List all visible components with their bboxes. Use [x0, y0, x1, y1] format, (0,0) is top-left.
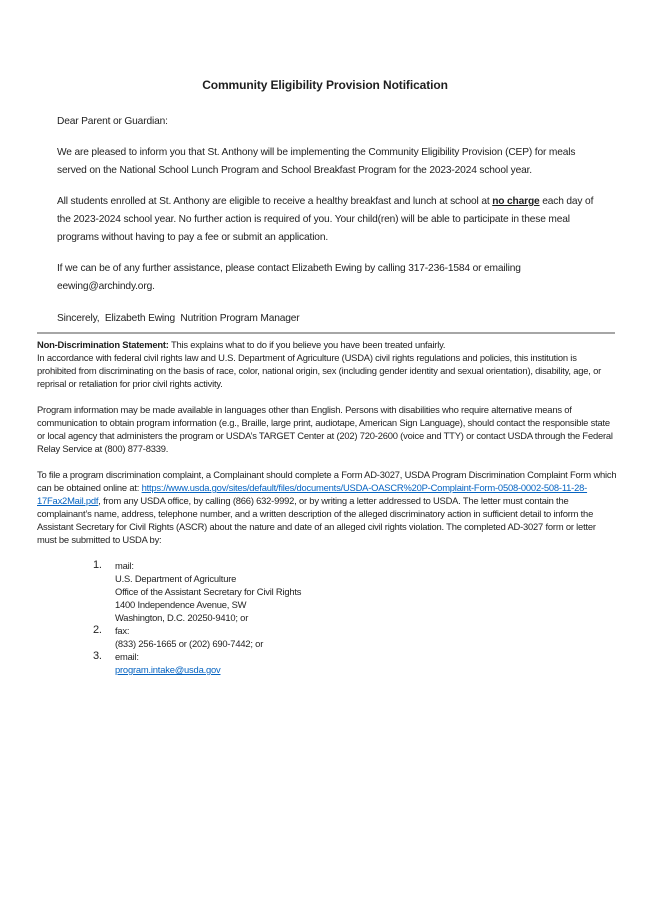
email-label: email:: [115, 651, 139, 662]
salutation: Dear Parent or Guardian:: [57, 116, 168, 127]
list-item-fax-body: [115, 624, 617, 650]
program-intake-email-link[interactable]: program.intake@usda.gov: [115, 664, 221, 675]
complaint-form-link[interactable]: https://www.usda.gov/sites/default/files/documents/USDA-OASCR%20P-Complaint-Form-0508-0002-508-11-28-17Fax2Mail.pdf: [37, 482, 588, 506]
list-item-email-body: [115, 650, 617, 676]
mail-address-line-4: Washington, D.C. 20250-9410; or: [115, 612, 249, 623]
nondiscrimination-heading-tail: This explains what to do if you believe you have been treated unfairly.: [168, 339, 446, 350]
document-page: [0, 78, 650, 919]
no-charge-text-after: each day of the 2023-2024 school year. No further action is required of you. Your child(ren) will be able to participate in these meal programs without having to pay a fee or submit an application.: [57, 196, 594, 243]
signature-line: Sincerely, Elizabeth Ewing Nutrition Program Manager: [57, 313, 300, 324]
list-item-fax: [37, 624, 617, 650]
list-item-email: [37, 650, 617, 676]
nondiscrimination-section: [37, 338, 617, 676]
paragraph-cep-announcement: We are pleased to inform you that St. Anthony will be implementing the Community Eligibility Provision (CEP) for meals served on the National School Lunch Program and School Breakfast Program for the 2023-2024 school year.: [57, 147, 576, 176]
paragraph-contact: If we can be of any further assistance, please contact Elizabeth Ewing by calling 317-236-1584 or emailing eewing@archindy.org.: [57, 263, 521, 292]
list-number-3: 3.: [93, 650, 102, 662]
mail-label: mail:: [115, 560, 134, 571]
list-number-1: 1.: [93, 559, 102, 571]
fax-numbers-line: (833) 256-1665 or (202) 690-7442; or: [115, 638, 264, 649]
mail-address-line-3: 1400 Independence Avenue, SW: [115, 599, 247, 610]
section-divider: [37, 332, 615, 334]
mail-address-line-1: U.S. Department of Agriculture: [115, 573, 237, 584]
list-item-mail-body: [115, 559, 617, 624]
paragraph-program-info: Program information may be made available in languages other than English. Persons with disabilities who require alternative means of communication to obtain program information (e.g., Braille, large print, audiotape, American Sign Language), should contact the responsible state or local agency that administers the program or USDA’s TARGET Center at (202) 720-2600 (voice and TTY) or contact USDA through the Federal Relay Service at (800) 877-8339.: [37, 404, 613, 454]
mail-address-line-2: Office of the Assistant Secretary for Civil Rights: [115, 586, 302, 597]
list-number-2: 2.: [93, 624, 102, 636]
complaint-text-before: To file a program discrimination complaint, a Complainant should complete a Form AD-3027, USDA Program Discrimination Complaint Form which can be obtained online at:: [37, 469, 617, 493]
fax-label: fax:: [115, 625, 130, 636]
complaint-text-after: , from any USDA office, by calling (866) 632-9992, or by writing a letter addressed to USDA. The letter must contain the complainant’s name, address, telephone number, and a written description of the alleged discriminatory action in sufficient detail to inform the Assistant Secretary for Civil Rights (ASCR) about the nature and date of an alleged civil rights violation. The completed AD-3027 form or letter must be submitted to USDA by:: [37, 495, 596, 545]
paragraph-no-charge: [57, 193, 596, 247]
list-item-mail: [37, 559, 617, 624]
no-charge-text-before: All students enrolled at St. Anthony are eligible to receive a healthy breakfast and lunch at school at: [57, 196, 493, 207]
email-link-line: [115, 663, 617, 676]
paragraph-complaint: [37, 468, 617, 546]
paragraph-civil-rights: In accordance with federal civil rights law and U.S. Department of Agriculture (USDA) civil rights regulations and policies, this institution is prohibited from discriminating on the basis of race, color, national origin, sex (including gender identity and sexual orientation), disability, age, or reprisal or retaliation for prior civil rights activity.: [37, 352, 602, 389]
no-charge-emphasis: no charge: [492, 196, 540, 207]
nondiscrimination-statement: [37, 338, 617, 390]
letter-body: [57, 113, 596, 328]
nondiscrimination-heading: Non-Discrimination Statement:: [37, 339, 169, 350]
document-title: Community Eligibility Provision Notification: [202, 78, 448, 92]
submission-methods-list: [37, 559, 617, 676]
